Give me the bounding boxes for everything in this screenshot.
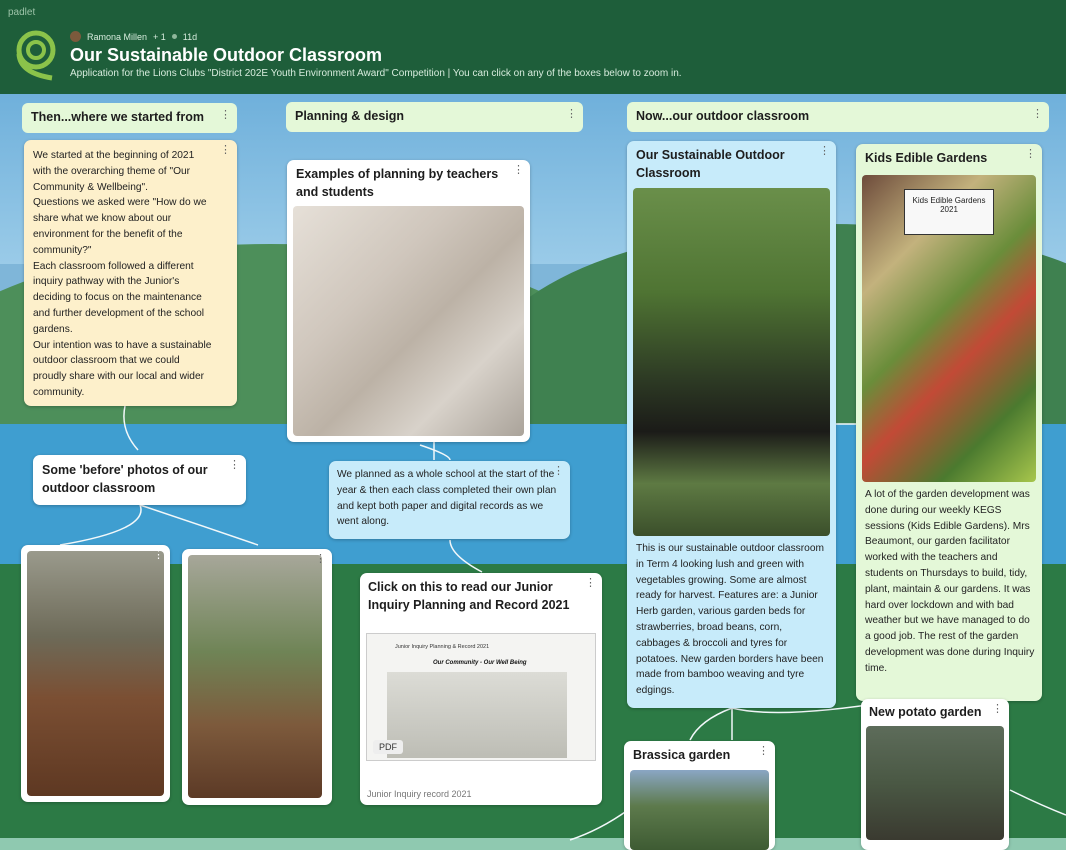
card-title: Click on this to read our Junior Inquiry Planning and Record 2021 [368, 580, 570, 612]
page-subtitle: Application for the Lions Clubs "District 202E Youth Environment Award" Competition | You can click on any of the boxes below to zoom in. [70, 68, 682, 79]
pdf-caption: Junior Inquiry record 2021 [367, 789, 472, 799]
more-vertical-icon[interactable]: ⋮ [819, 145, 830, 157]
section-title: Then...where we started from [31, 110, 204, 124]
more-vertical-icon[interactable]: ⋮ [220, 144, 231, 156]
photo-kids-leaves [27, 551, 164, 796]
more-vertical-icon[interactable]: ⋮ [553, 465, 564, 477]
before-photo-card-2[interactable] [182, 549, 332, 805]
junior-inquiry-card[interactable] [360, 573, 602, 805]
section-planning[interactable] [286, 102, 583, 132]
pdf-page-image [387, 672, 567, 758]
fern-icon [10, 28, 58, 82]
post-meta [70, 31, 197, 42]
card-title: Brassica garden [633, 748, 731, 762]
separator-dot [172, 34, 177, 39]
before-photos-card[interactable] [33, 455, 246, 505]
author-name[interactable]: Ramona Millen [87, 31, 148, 42]
photo-brassica-garden [630, 770, 769, 850]
board-header [0, 0, 1066, 94]
more-vertical-icon[interactable]: ⋮ [220, 109, 231, 121]
intro-text: We started at the beginning of 2021 with the overarching theme of "Our Community & Wellbeing". Questions we asked were "How do we share what we know about our environment for the benefit of the community?" Each classroom followed a different inquiry pathway with the Junior's deciding to focus on the maintenance and further development of the school gardens. Our intention was to have a sustainable outdoor classroom that we could proudly share with our local and wider community. [33, 150, 212, 398]
more-vertical-icon[interactable]: ⋮ [1025, 148, 1036, 160]
more-vertical-icon[interactable]: ⋮ [153, 549, 164, 561]
photo-potato-garden [866, 726, 1004, 840]
more-vertical-icon[interactable]: ⋮ [513, 164, 524, 176]
card-title: New potato garden [869, 705, 982, 719]
planned-text: We planned as a whole school at the start of the year & then each class completed their own plan and kept both paper and digital records as we went along. [337, 469, 557, 528]
more-vertical-icon[interactable]: ⋮ [315, 553, 326, 565]
planned-note-card[interactable] [329, 461, 570, 539]
brassica-garden-card[interactable] [624, 741, 775, 850]
pdf-doc-title: Junior Inquiry Planning & Record 2021 [395, 644, 490, 650]
section-title: Now...our outdoor classroom [636, 109, 810, 123]
more-vertical-icon[interactable]: ⋮ [1032, 108, 1043, 120]
photo-outdoor-classroom [633, 188, 830, 536]
more-vertical-icon[interactable]: ⋮ [758, 745, 769, 757]
more-vertical-icon[interactable]: ⋮ [585, 577, 596, 589]
card-title: Examples of planning by teachers and students [296, 167, 499, 199]
post-age: 11d [182, 31, 198, 42]
page-title: Our Sustainable Outdoor Classroom [70, 45, 383, 65]
brand-label[interactable]: padlet [8, 7, 36, 18]
photo-planning-sheets [293, 206, 524, 436]
more-vertical-icon[interactable]: ⋮ [992, 703, 1003, 715]
card-title: Our Sustainable Outdoor Classroom [636, 148, 785, 180]
photo-kids-garden [188, 555, 322, 798]
section-title: Planning & design [295, 109, 405, 123]
card-title: Some 'before' photos of our outdoor classroom [42, 463, 208, 495]
more-vertical-icon[interactable]: ⋮ [566, 108, 577, 120]
section-then[interactable] [22, 103, 237, 133]
more-vertical-icon[interactable]: ⋮ [229, 459, 240, 471]
planning-examples-card[interactable] [287, 160, 530, 442]
intro-card[interactable] [24, 140, 237, 406]
card-text: This is our sustainable outdoor classroom in Term 4 looking lush and green with vegetables growing. Some are almost ready for harvest. Features are: a Junior Herb garden, various garden beds for strawberries, broad beans, corn, cabbages & broccoli and tyres for potatoes. New garden borders have been made from bamboo weaving and tyre edgings. [636, 543, 824, 697]
card-text: A lot of the garden development was done during our weekly KEGS sessions (Kids Edible Gardens). Mrs Beaumont, our garden facilitator worked with the teachers and students on Thursdays to build, tidy, plant, maintain & our gardens. It was hard over lockdown and with bad weather but we have managed to do a good job. The rest of the garden development was done during Inquiry time. [865, 489, 1035, 674]
card-title: Kids Edible Gardens [865, 151, 988, 165]
kegs-sign: Kids Edible Gardens 2021 [904, 189, 994, 235]
pdf-preview[interactable] [366, 633, 596, 761]
before-photo-card-1[interactable] [21, 545, 170, 802]
potato-garden-card[interactable] [861, 699, 1009, 850]
pdf-doc-subtitle: Our Community - Our Well Being [433, 660, 527, 666]
pdf-badge: PDF [373, 740, 403, 754]
likes-count[interactable]: + 1 [153, 31, 166, 42]
photo-kids-edible-gardens [862, 175, 1036, 482]
avatar[interactable] [70, 31, 81, 42]
section-now[interactable] [627, 102, 1049, 132]
sustainable-classroom-card[interactable] [627, 141, 836, 708]
kids-edible-gardens-card[interactable] [856, 144, 1042, 701]
